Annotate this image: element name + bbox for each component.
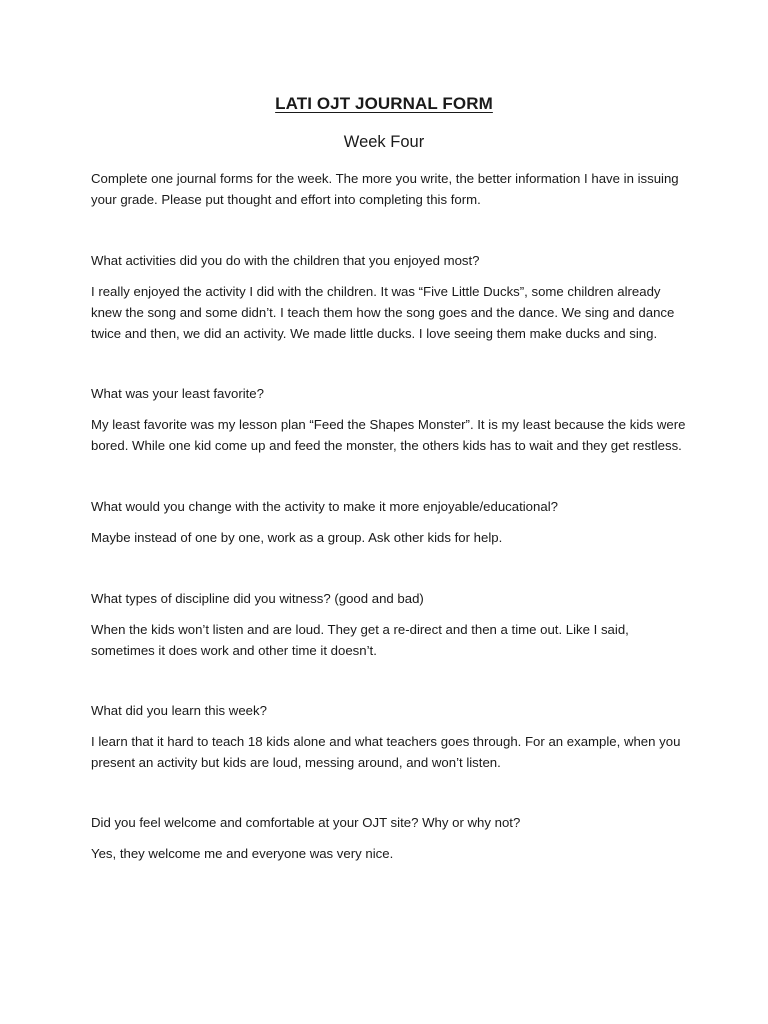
question-4: What types of discipline did you witness? (good and bad) xyxy=(91,591,424,606)
answer-5: I learn that it hard to teach 18 kids alone and what teachers goes through. For an example, when you present an activity but kids are loud, messing around, and won’t listen. xyxy=(91,734,681,770)
answer-1: I really enjoyed the activity I did with the children. It was “Five Little Ducks”, some children already knew the song and some didn’t. I teach them how the song goes and the dance. We sing and dance twice and then, we did an activity. We made little ducks. I love seeing them make ducks and sing. xyxy=(91,284,675,341)
qa-block-4 xyxy=(91,588,691,661)
answer-6: Yes, they welcome me and everyone was very nice. xyxy=(91,846,394,861)
answer-4: When the kids won’t listen and are loud. They get a re-direct and then a time out. Like I said, sometimes it does work and other time it doesn’t. xyxy=(91,622,629,658)
qa-block-3 xyxy=(91,496,691,548)
qa-block-5 xyxy=(91,700,691,773)
qa-block-6 xyxy=(91,812,691,864)
document-title: LATI OJT JOURNAL FORM xyxy=(275,94,493,113)
document-body xyxy=(91,168,691,864)
document-subtitle: Week Four xyxy=(343,133,425,151)
qa-block-2 xyxy=(91,383,691,456)
question-1: What activities did you do with the children that you enjoyed most? xyxy=(91,253,480,268)
question-3: What would you change with the activity to make it more enjoyable/educational? xyxy=(91,499,558,514)
qa-block-1 xyxy=(91,250,691,344)
question-6: Did you feel welcome and comfortable at your OJT site? Why or why not? xyxy=(91,815,521,830)
answer-3: Maybe instead of one by one, work as a group. Ask other kids for help. xyxy=(91,530,503,545)
answer-2: My least favorite was my lesson plan “Feed the Shapes Monster”. It is my least because the kids were bored. While one kid come up and feed the monster, the others kids has to wait and they get restless. xyxy=(91,417,686,453)
intro-paragraph: Complete one journal forms for the week. The more you write, the better information I have in issuing your grade. Please put thought and effort into completing this form. xyxy=(91,171,679,207)
question-2: What was your least favorite? xyxy=(91,386,264,401)
question-5: What did you learn this week? xyxy=(91,703,267,718)
